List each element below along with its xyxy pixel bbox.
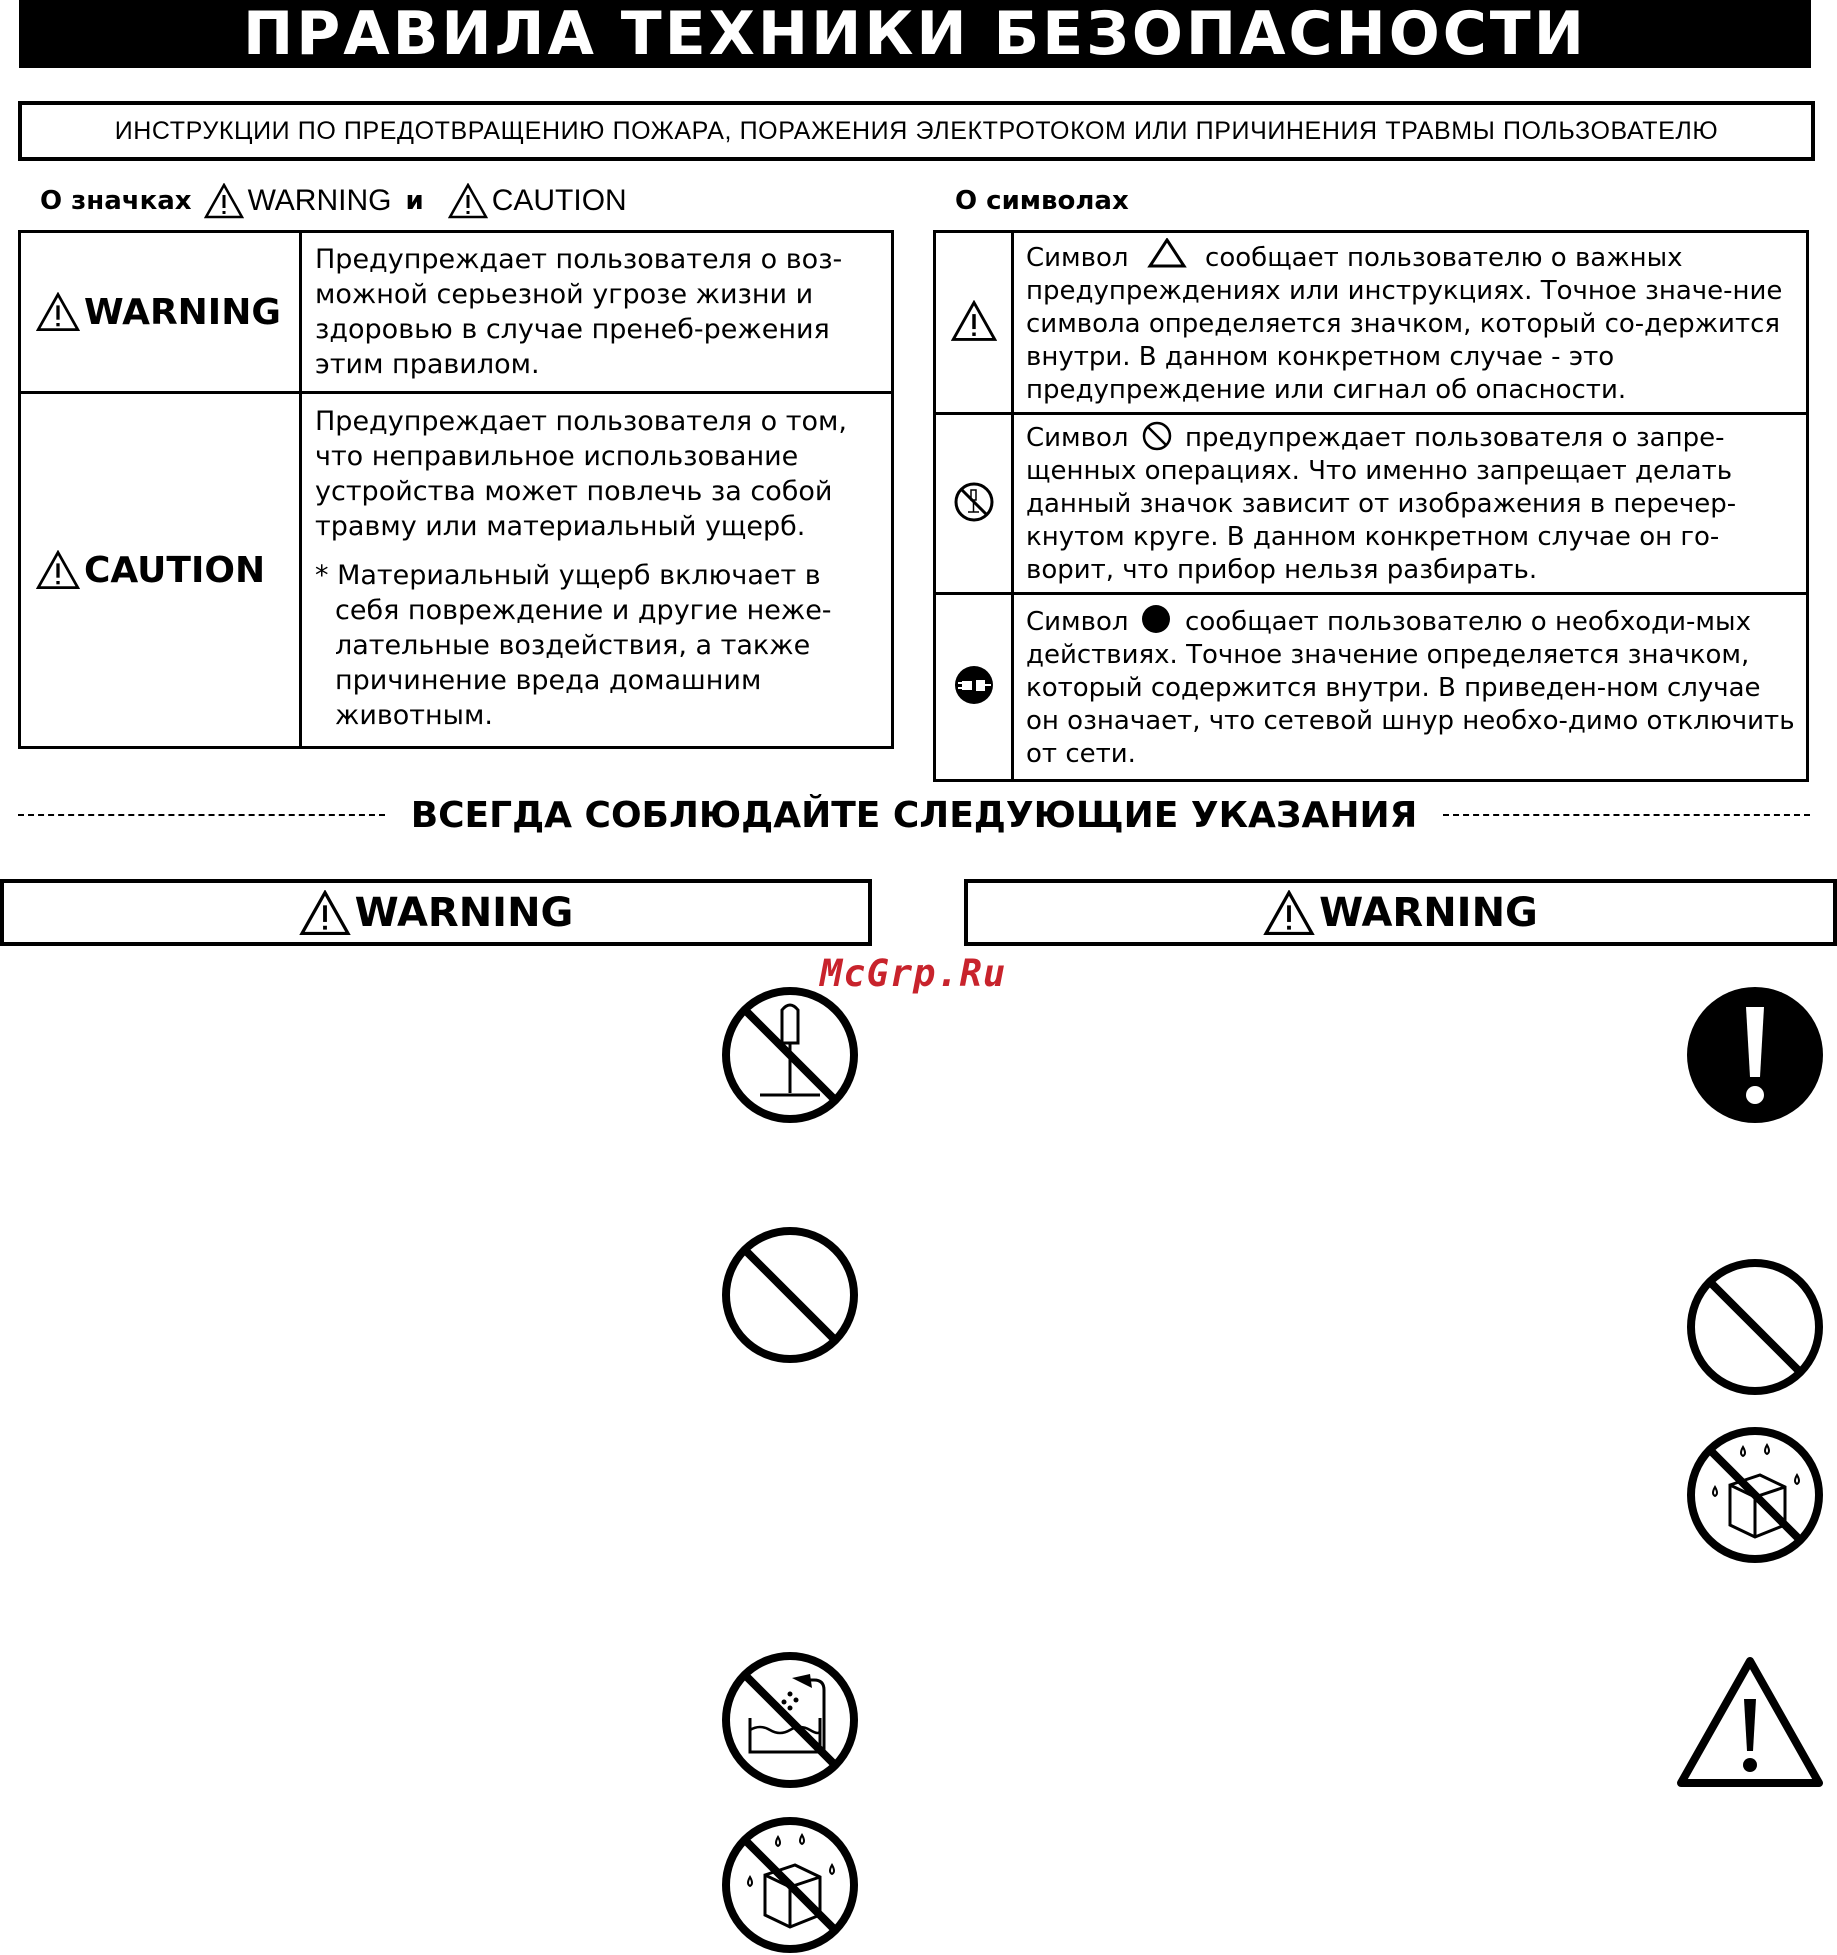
prohibition-circle-icon	[1141, 420, 1173, 452]
right-warning-label: WARNING	[1319, 889, 1538, 936]
always-heading: ВСЕГДА СОБЛЮДАЙТЕ СЛЕДУЮЩИЕ УКАЗАНИЯ	[410, 794, 1418, 836]
signal-label-warning: WARNING	[84, 291, 281, 333]
left-warning-label: WARNING	[354, 889, 574, 936]
page-title: ПРАВИЛА ТЕХНИКИ БЕЗОПАСНОСТИ	[243, 0, 1587, 69]
symbol-desc-triangle: сообщает пользователю о важных предупреждениях или инструкциях. Точное значе-ние символа определяется значком, который со-держится внутри. В данном конкретном случае - это предупреждение или сигнал об опасности.	[1026, 243, 1783, 405]
prohibition-icon	[720, 1225, 860, 1365]
unplug-icon	[953, 664, 995, 706]
warning-triangle-icon	[204, 183, 244, 219]
page-title-bar	[19, 0, 1811, 68]
signals-heading-and: и	[405, 186, 424, 216]
signal-note-caution: * Материальный ущерб включает в себя повреждение и другие неже-лательные воздействия, а также причинение вреда домашним животным.	[315, 560, 832, 731]
symbol-prefix-triangle: Символ	[1026, 243, 1129, 273]
warning-triangle-icon	[299, 890, 351, 936]
signals-heading	[40, 180, 627, 222]
signals-table	[18, 230, 894, 749]
warning-triangle-icon	[36, 292, 80, 332]
signals-heading-prefix: О значках	[40, 186, 192, 216]
signals-heading-warning: WARNING	[247, 184, 392, 217]
dashed-rule-left	[18, 814, 385, 816]
mandatory-action-icon	[1685, 985, 1825, 1125]
caution-triangle-icon	[448, 183, 488, 219]
triangle-warning-icon	[951, 300, 997, 342]
symbol-prefix-prohibited: Символ	[1026, 423, 1129, 453]
symbol-desc-mandatory: сообщает пользователю о необходи-мых действиях. Точное значение определяется значком, который содержится внутри. В приведен-ном случае он означает, что сетевой шнур необхо-димо отключить от сети.	[1026, 606, 1795, 769]
symbols-row-mandatory	[935, 594, 1808, 781]
prohibition-icon	[1685, 1257, 1825, 1397]
filled-circle-icon	[1141, 604, 1171, 634]
always-heading-row	[18, 795, 1810, 835]
signal-desc-caution: Предупреждает пользователя о том, что неправильное использование устройства может повлечь за собой травму или материальный ущерб.	[315, 406, 847, 542]
signal-desc-warning: Предупреждает пользователя о воз-можной серьезной угрозе жизни и здоровью в случае пренеб-режения этим правилом.	[301, 232, 893, 393]
signals-row-caution	[20, 393, 893, 748]
symbol-prefix-mandatory: Символ	[1026, 606, 1129, 637]
right-warning-header	[964, 879, 1837, 946]
no-disassemble-icon	[953, 481, 995, 523]
symbols-heading-text: О символах	[955, 186, 1129, 216]
triangle-warning-icon	[1675, 1655, 1825, 1790]
signals-row-warning	[20, 232, 893, 393]
no-disassemble-icon	[720, 985, 860, 1125]
symbols-heading	[955, 180, 1129, 222]
hollow-triangle-icon	[1147, 238, 1187, 268]
symbols-row-triangle	[935, 232, 1808, 414]
no-liquids-icon	[720, 1815, 860, 1955]
no-liquids-icon	[1685, 1425, 1825, 1565]
subtitle: ИНСТРУКЦИИ ПО ПРЕДОТВРАЩЕНИЮ ПОЖАРА, ПОРАЖЕНИЯ ЭЛЕКТРОТОКОМ ИЛИ ПРИЧИНЕНИЯ ТРАВМЫ ПОЛЬЗОВАТЕЛЮ	[114, 116, 1719, 145]
warning-triangle-icon	[1263, 890, 1315, 936]
signal-label-caution: CAUTION	[84, 549, 266, 591]
symbols-table	[933, 230, 1809, 782]
caution-triangle-icon	[36, 550, 80, 590]
dashed-rule-right	[1443, 814, 1810, 816]
signals-heading-caution: CAUTION	[491, 184, 627, 217]
left-warning-header	[0, 879, 872, 946]
watermark: McGrp.Ru	[820, 952, 1007, 995]
subtitle-box	[18, 101, 1815, 161]
symbol-desc-prohibited: предупреждает пользователя о запре-щенных операциях. Что именно запрещает делать данный значок зависит от изображения в перечер-кнутом круге. В данном конкретном случае он го-ворит, что прибор нельзя разбирать.	[1026, 423, 1737, 585]
symbols-row-prohibited	[935, 414, 1808, 594]
no-bath-shower-icon	[720, 1650, 860, 1790]
